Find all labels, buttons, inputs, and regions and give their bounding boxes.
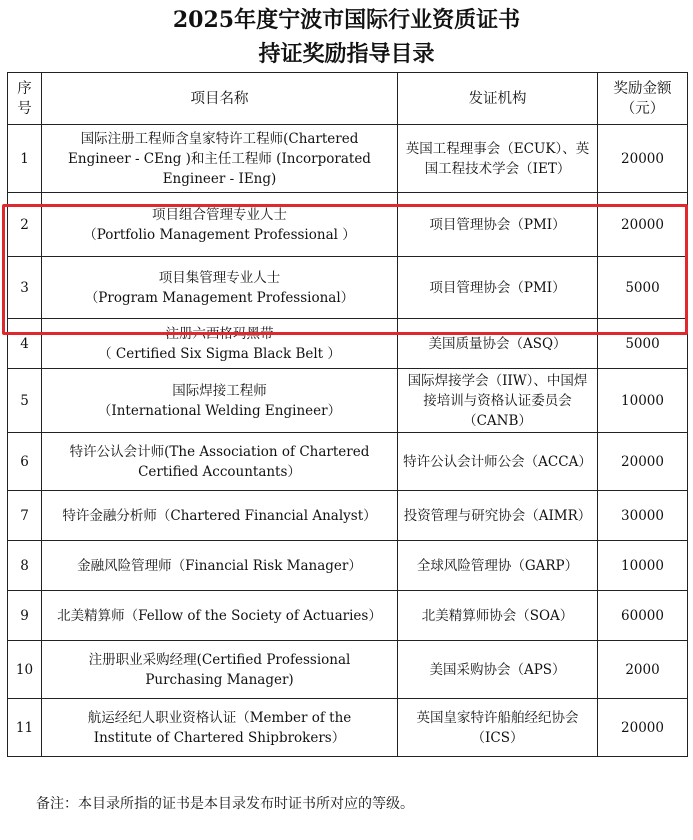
table-row: [8, 319, 688, 369]
row-name-line: （International Welding Engineer）: [97, 402, 342, 419]
row-org: 国际焊接学会（IIW）、中国焊接培训与资格认证委员会（CANB）: [398, 369, 598, 433]
row-no: 4: [8, 319, 42, 369]
header-amount-line1: 奖励金额: [613, 80, 672, 97]
row-org: 特许公认会计师公会（ACCA）: [398, 433, 598, 491]
row-name: [42, 541, 398, 591]
row-amount: 30000: [598, 491, 688, 541]
row-org: 项目管理协会（PMI）: [398, 193, 598, 257]
row-org: 投资管理与研究协会（AIMR）: [398, 491, 598, 541]
row-no: 5: [8, 369, 42, 433]
row-amount: 5000: [598, 319, 688, 369]
header-org: 发证机构: [398, 73, 598, 125]
row-name-line: Institute of Chartered Shipbrokers）: [93, 729, 346, 746]
row-name-line: Purchasing Manager): [145, 671, 294, 688]
row-amount: 2000: [598, 641, 688, 699]
row-name-line: Engineer - IEng): [162, 170, 277, 187]
row-name: [42, 193, 398, 257]
header-amount-line2: （元）: [620, 100, 665, 117]
header-name: 项目名称: [42, 73, 398, 125]
table-row: [8, 193, 688, 257]
row-name: [42, 433, 398, 491]
row-amount: 20000: [598, 699, 688, 757]
table-row: [8, 541, 688, 591]
table-row: [8, 591, 688, 641]
row-name-line: 项目组合管理专业人士: [152, 206, 287, 223]
row-name-line: （Portfolio Management Professional ）: [83, 226, 356, 243]
row-no: 6: [8, 433, 42, 491]
row-name: [42, 257, 398, 319]
row-name-line: 项目集管理专业人士: [158, 269, 281, 286]
row-no: 9: [8, 591, 42, 641]
row-name: [42, 641, 398, 699]
row-amount: 10000: [598, 541, 688, 591]
row-amount: 20000: [598, 193, 688, 257]
row-amount: 20000: [598, 125, 688, 193]
table-row: [8, 125, 688, 193]
row-no: 3: [8, 257, 42, 319]
row-name-line: 金融风险管理师（Financial Risk Manager）: [77, 557, 362, 574]
row-amount: 5000: [598, 257, 688, 319]
row-name: [42, 319, 398, 369]
row-name-line: （Program Management Professional）: [84, 289, 355, 306]
table-row: [8, 491, 688, 541]
row-org: 美国采购协会（APS）: [398, 641, 598, 699]
row-name-line: 航运经纪人职业资格认证（Member of the: [87, 709, 352, 726]
row-org: 项目管理协会（PMI）: [398, 257, 598, 319]
row-name-line: （ Certified Six Sigma Black Belt ）: [98, 345, 341, 362]
table-header-row: [8, 73, 688, 125]
certificate-table: [7, 72, 688, 757]
row-name-line: 北美精算师（Fellow of the Society of Actuaries）: [57, 607, 382, 624]
row-amount: 60000: [598, 591, 688, 641]
row-name-line: 注册职业采购经理(Certified Professional: [88, 651, 351, 668]
row-name: [42, 369, 398, 433]
row-no: 11: [8, 699, 42, 757]
row-name: [42, 491, 398, 541]
row-org: 全球风险管理协（GARP）: [398, 541, 598, 591]
row-name-line: Engineer - CEng )和主任工程师 (Incorporated: [68, 150, 371, 167]
page-title-line2: 持证奖励指导目录: [258, 41, 435, 67]
row-org: 英国皇家特许船舶经纪协会（ICS）: [398, 699, 598, 757]
row-no: 7: [8, 491, 42, 541]
row-name-line: 特许金融分析师（Chartered Financial Analyst）: [62, 507, 377, 524]
row-name: [42, 125, 398, 193]
row-no: 1: [8, 125, 42, 193]
row-org: 英国工程理事会（ECUK）、英国工程技术学会（IET）: [398, 125, 598, 193]
row-name-line: 注册六西格玛黑带: [165, 325, 274, 342]
table-row: [8, 257, 688, 319]
table-row: [8, 641, 688, 699]
row-name-line: 国际焊接工程师: [172, 382, 267, 399]
row-name: [42, 699, 398, 757]
row-name-line: Certified Accountants）: [138, 463, 301, 480]
row-org: 美国质量协会（ASQ）: [398, 319, 598, 369]
table-row: [8, 369, 688, 433]
header-no: 序号: [8, 73, 42, 125]
row-name: [42, 591, 398, 641]
row-amount: 20000: [598, 433, 688, 491]
row-no: 10: [8, 641, 42, 699]
header-amount: [598, 73, 688, 125]
row-name-line: 特许公认会计师(The Association of Chartered: [69, 443, 370, 460]
footnote: 备注：本目录所指的证书是本目录发布时证书所对应的等级。: [36, 796, 414, 812]
table-row: [8, 699, 688, 757]
row-org: 北美精算师协会（SOA）: [398, 591, 598, 641]
page-title-line1: 2025年度宁波市国际行业资质证书: [172, 7, 521, 33]
row-no: 2: [8, 193, 42, 257]
table-row: [8, 433, 688, 491]
row-no: 8: [8, 541, 42, 591]
row-name-line: 国际注册工程师含皇家特许工程师(Chartered: [80, 130, 359, 147]
row-amount: 10000: [598, 369, 688, 433]
